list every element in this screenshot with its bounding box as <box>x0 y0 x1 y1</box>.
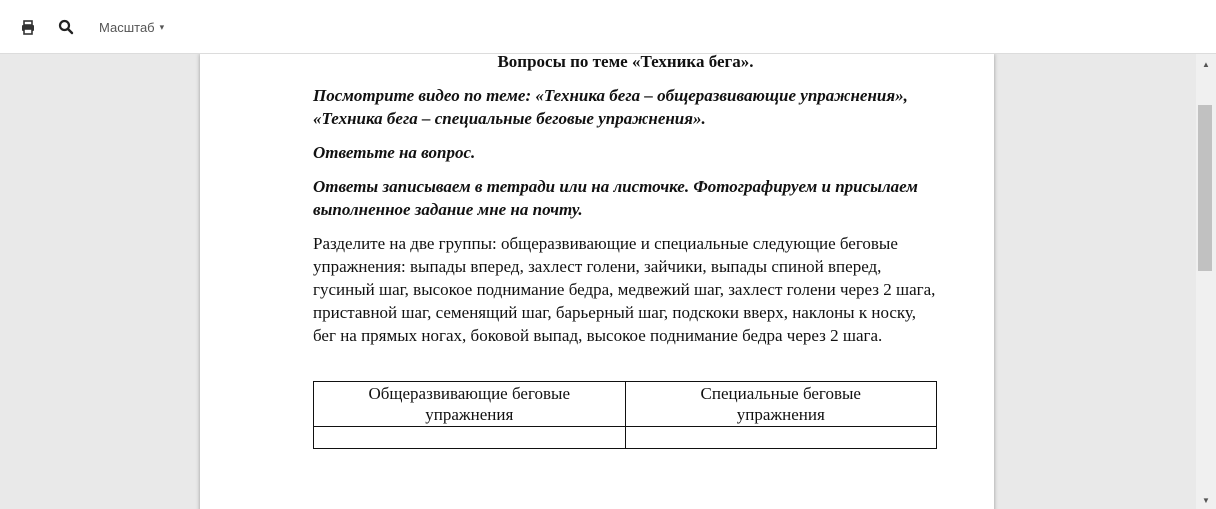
document-title: Вопросы по теме «Техника бега». <box>497 54 754 71</box>
zoom-label: Масштаб <box>99 19 155 35</box>
search-button[interactable] <box>55 16 77 38</box>
scroll-thumb[interactable] <box>1198 105 1212 271</box>
chevron-down-icon: ▾ <box>159 21 165 32</box>
zoom-dropdown[interactable] <box>99 18 164 36</box>
instruction-submit: Ответы записываем в тетради или на листочке. Фотографируем и присылаем выполненное задание мне на почту. <box>313 177 918 219</box>
toolbar <box>0 0 1216 54</box>
search-icon <box>55 16 77 38</box>
table-cell <box>625 427 937 449</box>
vertical-scrollbar[interactable] <box>1196 54 1216 509</box>
instruction-answer: Ответьте на вопрос. <box>313 143 476 162</box>
table-row <box>314 427 937 449</box>
table-header-row <box>314 382 937 427</box>
document-viewer[interactable] <box>0 54 1196 509</box>
scroll-up-arrow-icon[interactable]: ▲ <box>1202 59 1210 69</box>
table-header-special: Специальные беговые упражнения <box>625 382 937 427</box>
exercise-groups-table <box>313 381 937 449</box>
table-header-general: Общеразвивающие беговые упражнения <box>314 382 626 427</box>
task-text: Разделите на две группы: общеразвивающие и специальные следующие беговые упражнения: выпады вперед, захлест голени, зайчики, выпады спиной вперед, гусиный шаг, высокое поднимание бедра, медвежий шаг, захлест голени через 2 шага, приставной шаг, семенящий шаг, барьерный шаг, подскоки вверх, наклоны к носку, бег на прямых ногах, боковой выпад, высокое поднимание бедра через 2 шага. <box>313 234 936 345</box>
table-cell <box>314 427 626 449</box>
scroll-down-arrow-icon[interactable]: ▼ <box>1202 495 1210 505</box>
print-button[interactable] <box>17 16 39 38</box>
printer-icon <box>17 16 39 38</box>
instruction-watch-video: Посмотрите видео по теме: «Техника бега – общеразвивающие упражнения», «Техника бега – специальные беговые упражнения». <box>313 86 908 128</box>
document-page <box>200 54 994 509</box>
